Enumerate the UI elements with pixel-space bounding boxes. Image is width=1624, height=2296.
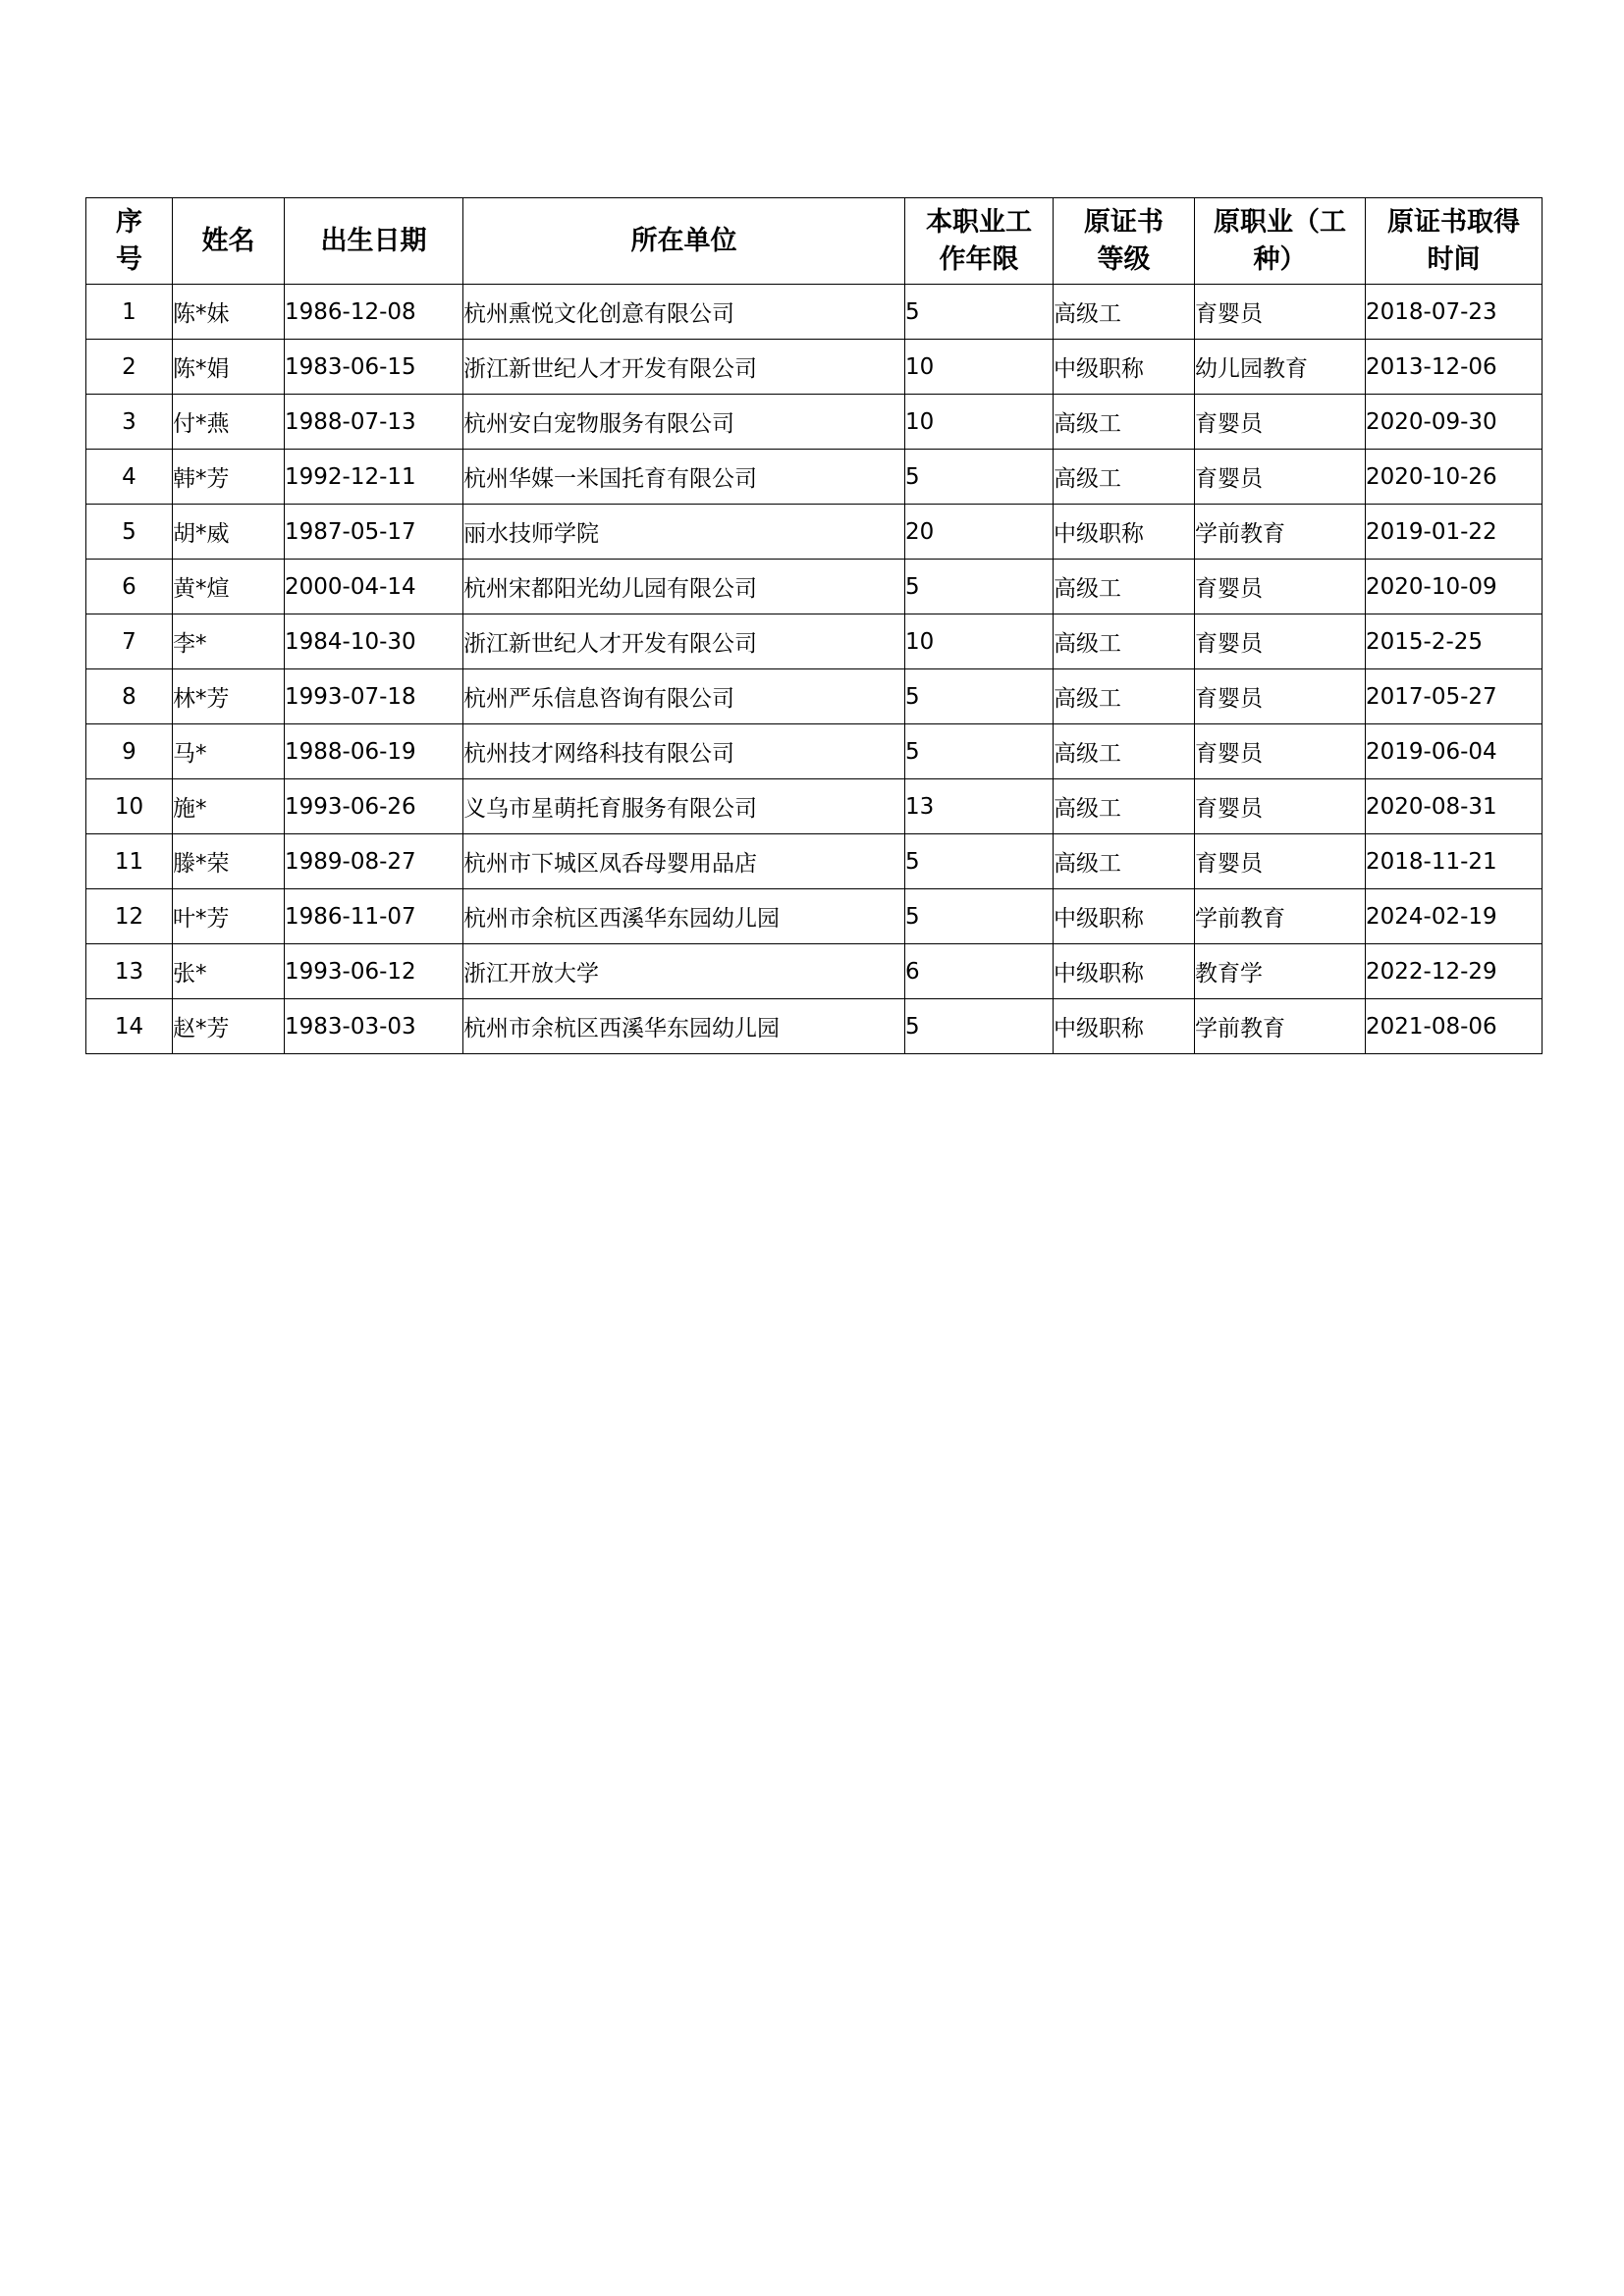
cell-unit: 杭州市下城区凤呑母婴用品店 [463,834,905,889]
table-row [86,834,1543,889]
cell-birth-date: 1986-11-07 [285,889,463,944]
cell-no: 5 [86,505,173,560]
table-row [86,944,1543,999]
cell-cert-date: 2019-06-04 [1366,724,1543,779]
cell-no: 2 [86,340,173,395]
cell-cert-date: 2017-05-27 [1366,669,1543,724]
cell-work-years: 5 [905,450,1054,505]
cell-cert-date: 2018-07-23 [1366,285,1543,340]
cell-birth-date: 1987-05-17 [285,505,463,560]
cell-cert-level: 中级职称 [1054,944,1195,999]
cell-occupation: 学前教育 [1195,889,1366,944]
cell-cert-date: 2019-01-22 [1366,505,1543,560]
cell-cert-date: 2018-11-21 [1366,834,1543,889]
cell-unit: 浙江新世纪人才开发有限公司 [463,614,905,669]
cell-work-years: 10 [905,340,1054,395]
cell-unit: 丽水技师学院 [463,505,905,560]
header-cert-date: 原证书取得时间 [1366,198,1543,285]
cell-work-years: 5 [905,669,1054,724]
cell-no: 4 [86,450,173,505]
table-body [86,285,1543,1054]
header-name: 姓名 [173,198,285,285]
cell-work-years: 5 [905,724,1054,779]
cell-work-years: 10 [905,614,1054,669]
table-row [86,614,1543,669]
cell-birth-date: 1992-12-11 [285,450,463,505]
cell-no: 10 [86,779,173,834]
cell-cert-level: 高级工 [1054,450,1195,505]
cell-work-years: 6 [905,944,1054,999]
cell-cert-level: 高级工 [1054,834,1195,889]
cell-birth-date: 1984-10-30 [285,614,463,669]
cell-unit: 杭州熏悦文化创意有限公司 [463,285,905,340]
cell-name: 韩*芳 [173,450,285,505]
cell-cert-level: 中级职称 [1054,340,1195,395]
cell-work-years: 20 [905,505,1054,560]
header-years: 本职业工作年限 [905,198,1054,285]
cell-work-years: 5 [905,889,1054,944]
cell-birth-date: 1989-08-27 [285,834,463,889]
cell-unit: 义乌市星萌托育服务有限公司 [463,779,905,834]
cell-cert-date: 2020-10-26 [1366,450,1543,505]
cell-name: 李* [173,614,285,669]
cell-no: 14 [86,999,173,1054]
cell-unit: 浙江开放大学 [463,944,905,999]
cell-no: 13 [86,944,173,999]
cell-birth-date: 1988-06-19 [285,724,463,779]
cell-cert-level: 高级工 [1054,560,1195,614]
cell-no: 12 [86,889,173,944]
cell-cert-date: 2024-02-19 [1366,889,1543,944]
cell-unit: 杭州市余杭区西溪华东园幼儿园 [463,889,905,944]
cell-work-years: 13 [905,779,1054,834]
table-header-row [86,198,1543,285]
cell-no: 1 [86,285,173,340]
cell-name: 陈*妹 [173,285,285,340]
cell-name: 赵*芳 [173,999,285,1054]
cell-unit: 杭州技才网络科技有限公司 [463,724,905,779]
table-row [86,669,1543,724]
cell-occupation: 学前教育 [1195,999,1366,1054]
cell-cert-date: 2020-09-30 [1366,395,1543,450]
cell-occupation: 育婴员 [1195,395,1366,450]
cell-birth-date: 1983-06-15 [285,340,463,395]
cell-occupation: 学前教育 [1195,505,1366,560]
cell-cert-level: 高级工 [1054,724,1195,779]
cell-work-years: 5 [905,999,1054,1054]
cell-cert-level: 高级工 [1054,614,1195,669]
cell-no: 6 [86,560,173,614]
cell-birth-date: 1993-06-26 [285,779,463,834]
cell-occupation: 育婴员 [1195,779,1366,834]
header-unit: 所在单位 [463,198,905,285]
cell-cert-level: 高级工 [1054,779,1195,834]
table-row [86,779,1543,834]
cell-occupation: 育婴员 [1195,724,1366,779]
table-row [86,340,1543,395]
header-no: 序号 [86,198,173,285]
cell-no: 11 [86,834,173,889]
header-level: 原证书等级 [1054,198,1195,285]
cell-name: 陈*娟 [173,340,285,395]
cell-cert-level: 高级工 [1054,395,1195,450]
cell-birth-date: 1993-07-18 [285,669,463,724]
cell-unit: 浙江新世纪人才开发有限公司 [463,340,905,395]
cell-cert-date: 2022-12-29 [1366,944,1543,999]
cell-name: 胡*威 [173,505,285,560]
cell-no: 8 [86,669,173,724]
table-row [86,450,1543,505]
cell-cert-level: 高级工 [1054,285,1195,340]
cell-occupation: 教育学 [1195,944,1366,999]
header-birth: 出生日期 [285,198,463,285]
cell-cert-date: 2015-2-25 [1366,614,1543,669]
table-row [86,889,1543,944]
table-row [86,285,1543,340]
cell-unit: 杭州宋都阳光幼儿园有限公司 [463,560,905,614]
table-row [86,395,1543,450]
cell-cert-date: 2021-08-06 [1366,999,1543,1054]
cell-name: 马* [173,724,285,779]
cell-no: 3 [86,395,173,450]
cell-birth-date: 1988-07-13 [285,395,463,450]
cell-name: 付*燕 [173,395,285,450]
cell-cert-date: 2013-12-06 [1366,340,1543,395]
cell-cert-level: 中级职称 [1054,889,1195,944]
table-row [86,999,1543,1054]
header-occupation: 原职业（工种） [1195,198,1366,285]
cell-work-years: 10 [905,395,1054,450]
cell-cert-date: 2020-10-09 [1366,560,1543,614]
cell-occupation: 育婴员 [1195,669,1366,724]
cell-work-years: 5 [905,560,1054,614]
cell-birth-date: 2000-04-14 [285,560,463,614]
cell-name: 张* [173,944,285,999]
cell-cert-date: 2020-08-31 [1366,779,1543,834]
cell-cert-level: 中级职称 [1054,505,1195,560]
cell-occupation: 育婴员 [1195,285,1366,340]
cell-no: 7 [86,614,173,669]
cell-unit: 杭州安白宠物服务有限公司 [463,395,905,450]
cell-no: 9 [86,724,173,779]
cell-occupation: 育婴员 [1195,450,1366,505]
table-row [86,505,1543,560]
cell-work-years: 5 [905,285,1054,340]
cell-occupation: 育婴员 [1195,834,1366,889]
cell-unit: 杭州华媒一米国托育有限公司 [463,450,905,505]
cell-birth-date: 1993-06-12 [285,944,463,999]
cell-name: 滕*荣 [173,834,285,889]
cell-occupation: 幼儿园教育 [1195,340,1366,395]
roster-table [85,197,1543,1054]
table-row [86,724,1543,779]
cell-unit: 杭州市余杭区西溪华东园幼儿园 [463,999,905,1054]
cell-name: 林*芳 [173,669,285,724]
cell-birth-date: 1986-12-08 [285,285,463,340]
table-row [86,560,1543,614]
cell-work-years: 5 [905,834,1054,889]
cell-name: 施* [173,779,285,834]
cell-name: 黄*煊 [173,560,285,614]
cell-cert-level: 中级职称 [1054,999,1195,1054]
cell-cert-level: 高级工 [1054,669,1195,724]
cell-name: 叶*芳 [173,889,285,944]
cell-occupation: 育婴员 [1195,560,1366,614]
cell-unit: 杭州严乐信息咨询有限公司 [463,669,905,724]
cell-birth-date: 1983-03-03 [285,999,463,1054]
cell-occupation: 育婴员 [1195,614,1366,669]
